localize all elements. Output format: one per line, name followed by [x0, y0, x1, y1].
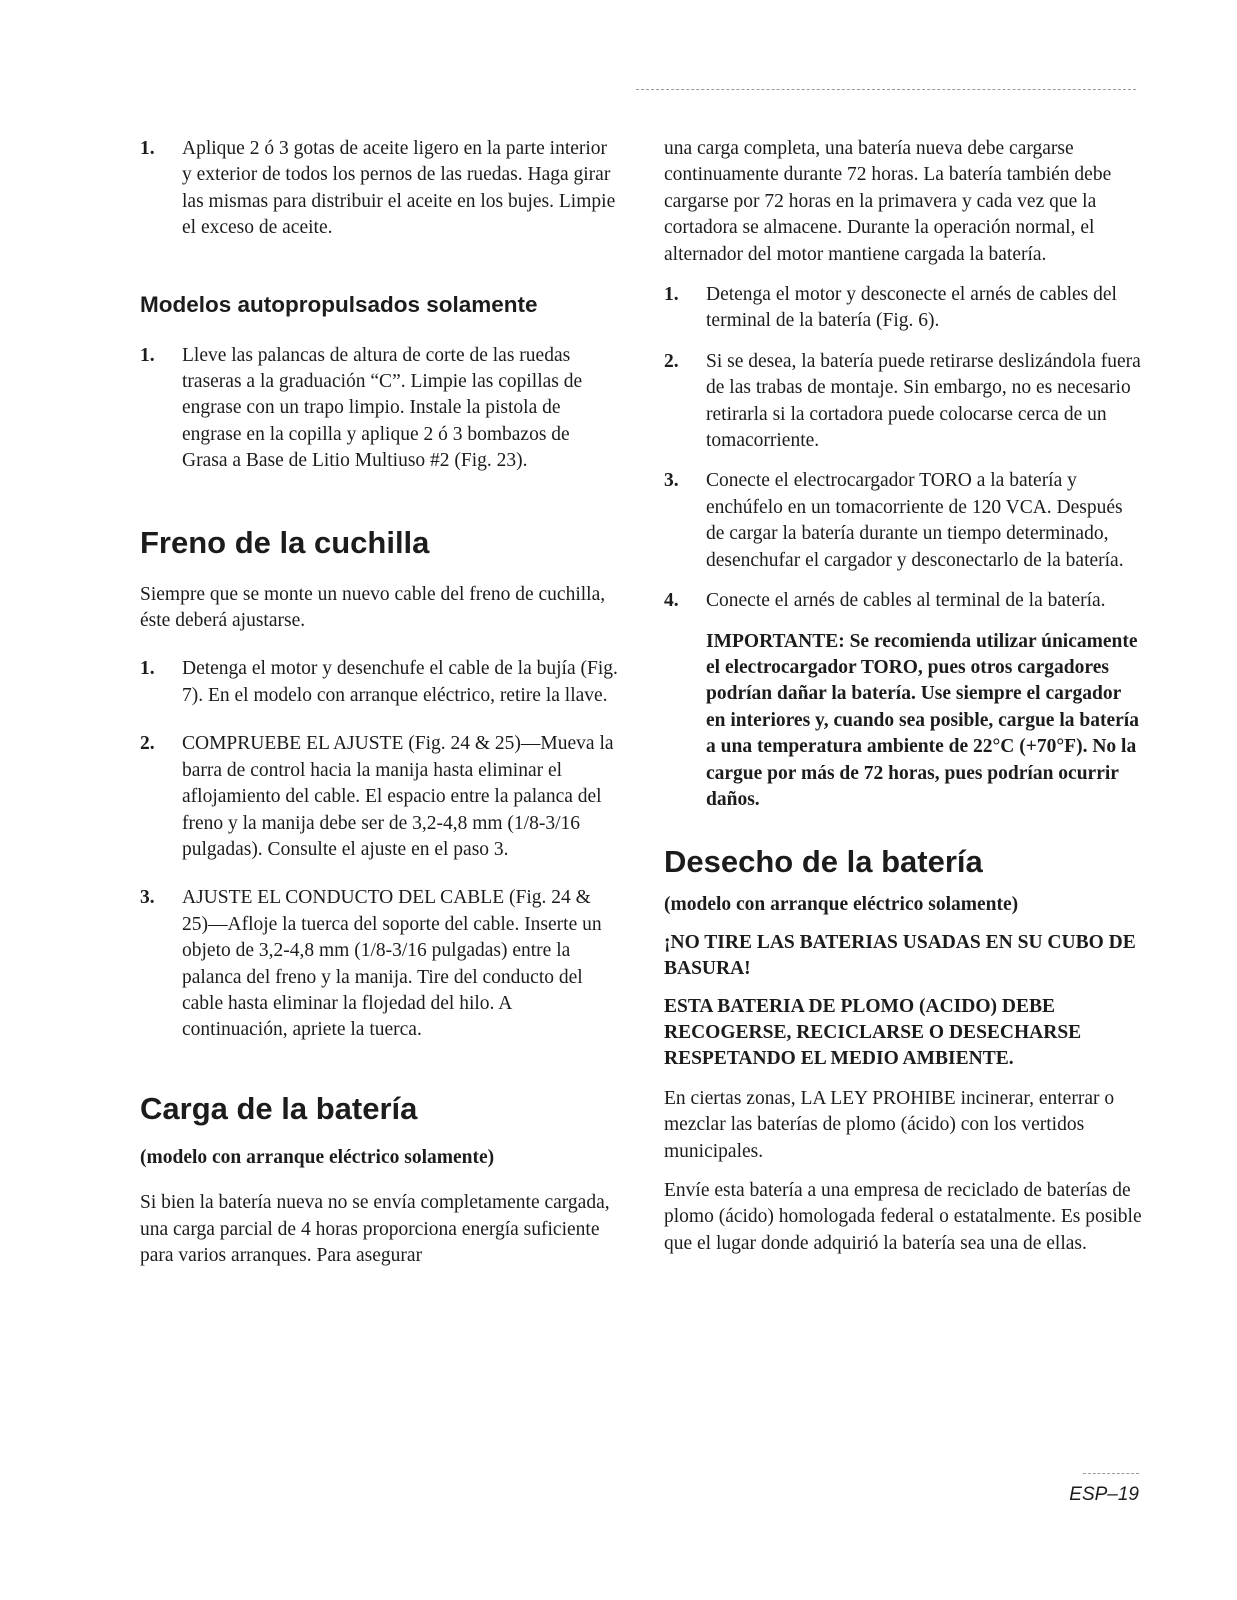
disposal-paragraph-1: En ciertas zonas, LA LEY PROHIBE incinerar, enterrar o mezclar las baterías de plomo (ácido) con los vertidos municipales.	[664, 1087, 1115, 1162]
disposal-subheading: (modelo con arranque eléctrico solamente)	[664, 894, 1019, 916]
step-text: Detenga el motor y desenchufe el cable de la bujía (Fig. 7). En el modelo con arranque eléctrico, retire la llave.	[182, 658, 618, 706]
charge-paragraph: Si bien la batería nueva no se envía completamente cargada, una carga parcial de 4 horas proporciona energía suficiente para varios arranques. Para asegurar	[140, 1192, 610, 1266]
step-number: 2.	[140, 733, 155, 755]
disposal-warning-2: ESTA BATERIA DE PLOMO (ACIDO) DEBE RECOGERSE, RECICLARSE O DESECHARSE RESPETANDO EL MEDIO AMBIENTE.	[664, 995, 1082, 1070]
step-number: 3.	[664, 470, 679, 492]
step-text: Conecte el electrocargador TORO a la batería y enchúfelo en un tomacorriente de 120 VCA. Después de cargar la batería durante un tiempo determinado, desenchufar el cargador y desconectarlo de la batería.	[706, 470, 1124, 571]
charge-step-4	[664, 588, 1142, 614]
disposal-paragraph-2: Envíe esta batería a una empresa de reciclado de baterías de plomo (ácido) homologada federal o estatalmente. Es posible que el lugar donde adquirió la batería sea una de ellas.	[664, 1180, 1142, 1254]
self-propelled-heading: Modelos autopropulsados solamente	[140, 291, 538, 317]
step-number: 1.	[140, 344, 155, 366]
left-column	[140, 136, 620, 1269]
step-text: Detenga el motor y desconecte el arnés de cables del terminal de la batería (Fig. 6).	[706, 284, 1117, 332]
disposal-warning: ¡NO TIRE LAS BATERIAS USADAS EN SU CUBO DE BASURA!	[664, 931, 1136, 980]
step-text: Lleve las palancas de altura de corte de las ruedas traseras a la graduación “C”. Limpie las copillas de engrase con un trapo limpio. Instale la pistola de engrase en la copilla y aplique 2 ó 3 bombazos de Grasa a Base de Litio Multiuso #2 (Fig. 23).	[182, 344, 583, 472]
page-number: ESP–19	[1069, 1484, 1139, 1505]
brake-step-2	[140, 731, 620, 863]
right-column	[664, 136, 1142, 1257]
step-text: Si se desea, la batería puede retirarse deslizándola fuera de las trabas de montaje. Sin embargo, no es necesario retirarla si la cortadora puede colocarse cerca de un tomacorriente.	[706, 350, 1141, 452]
step-text: Aplique 2 ó 3 gotas de aceite ligero en la parte interior y exterior de todos los pernos de las ruedas. Haga girar las mismas para distribuir el aceite en los bujes. Limpie el exceso de aceite.	[182, 138, 616, 239]
step-number: 1.	[140, 138, 155, 159]
charge-subheading: (modelo con arranque eléctrico solamente)	[140, 1146, 495, 1168]
charge-step-2	[664, 349, 1142, 455]
step-number: 1.	[140, 658, 155, 680]
step-text: Conecte el arnés de cables al terminal de la batería.	[706, 590, 1106, 612]
step-text: AJUSTE EL CONDUCTO DEL CABLE (Fig. 24 & 25)—Afloje la tuerca del soporte del cable. Inserte un objeto de 3,2-4,8 mm (1/8-3/16 pulgadas) entre la palanca del freno y la manija. Tire del conducto del cable hasta eliminar la flojedad del hilo. A continuación, apriete la tuerca.	[182, 887, 602, 1041]
step-number: 2.	[664, 350, 679, 372]
charge-step-1	[664, 282, 1142, 335]
step-number: 1.	[664, 284, 679, 306]
step-text: COMPRUEBE EL AJUSTE (Fig. 24 & 25)—Mueva la barra de control hacia la manija hasta eliminar el aflojamiento del cable. El espacio entre la palanca del freno y la manija debe ser de 3,2-4,8 mm (1/8-3/16 pulgadas). Consulte el ajuste en el paso 3.	[182, 733, 614, 860]
brake-intro: Siempre que se monte un nuevo cable del freno de cuchilla, éste deberá ajustarse.	[140, 583, 606, 632]
charge-step-3	[664, 468, 1142, 574]
step-number: 4.	[664, 590, 679, 612]
brake-heading: Freno de la cuchilla	[140, 524, 430, 560]
top-rule	[636, 89, 1136, 90]
charge-paragraph-continued: una carga completa, una batería nueva debe cargarse continuamente durante 72 horas. La batería también debe cargarse por 72 horas en la primavera y cada vez que la cortadora se almacene. Durante la operación normal, el alternador del motor mantiene cargada la batería.	[664, 138, 1112, 265]
step-number: 3.	[140, 887, 155, 909]
important-note: IMPORTANTE: Se recomienda utilizar únicamente el electrocargador TORO, pues otros cargadores podrían dañar la batería. Use siempre el cargador en interiores y, cuando sea posible, cargue la batería a una temperatura ambiente de 22°C (+70°F). No la cargue por más de 72 horas, pues podrían ocurrir daños.	[706, 630, 1139, 810]
disposal-heading: Desecho de la batería	[664, 844, 983, 880]
charge-heading: Carga de la batería	[140, 1090, 418, 1126]
brake-step-1	[140, 656, 620, 709]
self-propelled-step	[140, 343, 620, 475]
footer-rule	[1083, 1473, 1139, 1474]
brake-step-3	[140, 885, 620, 1043]
intro-step	[140, 136, 620, 242]
